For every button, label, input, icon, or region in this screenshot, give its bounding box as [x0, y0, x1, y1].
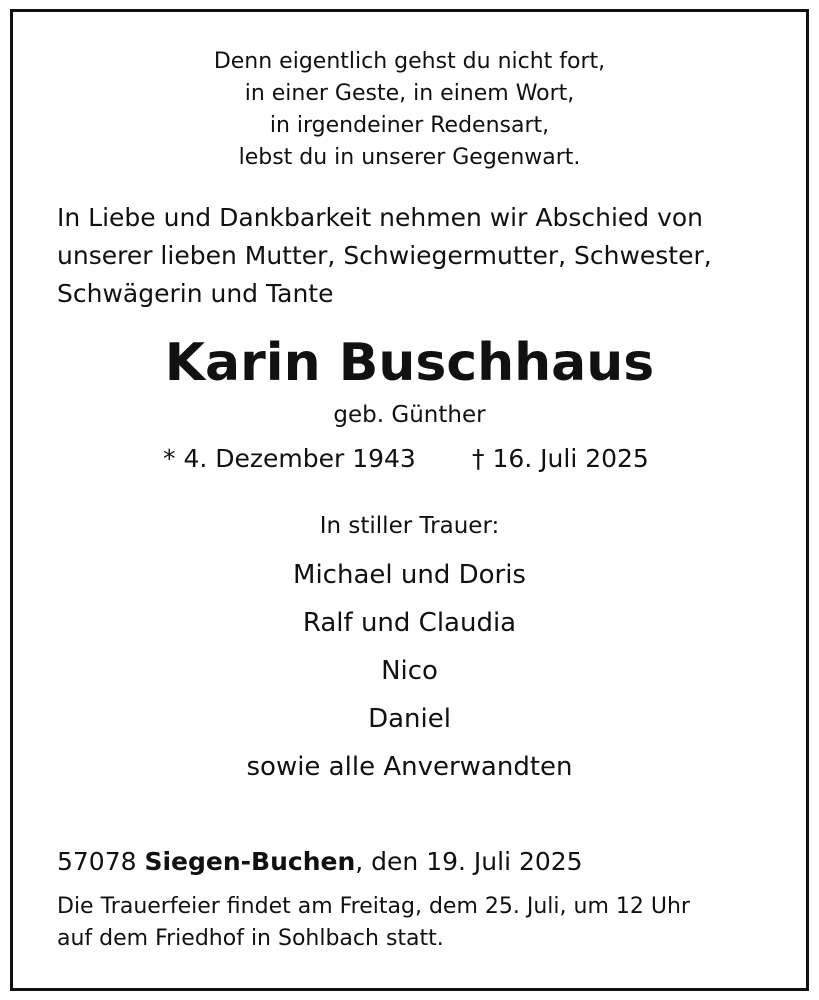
- ceremony-line-2: auf dem Friedhof in Sohlbach statt.: [57, 926, 444, 951]
- poem-stanza: [0, 46, 819, 174]
- city-name: Siegen-Buchen: [144, 847, 356, 876]
- intro-line-2: unserer lieben Mutter, Schwiegermutter, Schwester,: [57, 241, 712, 270]
- mourner-5: sowie alle Anverwandten: [246, 752, 573, 782]
- farewell-intro: [57, 199, 712, 313]
- death-date: † 16. Juli 2025: [472, 444, 649, 473]
- poem-line-3: in irgendeiner Redensart,: [269, 113, 550, 138]
- place-date-line: [57, 846, 583, 878]
- mourner-1: Michael und Doris: [293, 560, 526, 590]
- notice-date: , den 19. Juli 2025: [355, 847, 583, 876]
- mourner-2: Ralf und Claudia: [302, 608, 517, 638]
- poem-line-1: Denn eigentlich gehst du nicht fort,: [213, 49, 606, 74]
- mourning-heading: In stiller Trauer:: [319, 513, 500, 539]
- mourner-3: Nico: [381, 656, 438, 686]
- deceased-name: Karin Buschhaus: [164, 333, 655, 393]
- poem-line-2: in einer Geste, in einem Wort,: [244, 81, 575, 106]
- intro-line-3: Schwägerin und Tante: [57, 279, 334, 308]
- mourners-list: [0, 551, 819, 791]
- poem-line-4: lebst du in unserer Gegenwart.: [238, 145, 581, 170]
- postal-code: 57078: [57, 847, 137, 876]
- mourner-4: Daniel: [368, 704, 451, 734]
- intro-line-1: In Liebe und Dankbarkeit nehmen wir Abschied von: [57, 203, 704, 232]
- birth-date: * 4. Dezember 1943: [163, 444, 416, 473]
- ceremony-line-1: Die Trauerfeier findet am Freitag, dem 25. Juli, um 12 Uhr: [57, 894, 690, 919]
- ceremony-info: [57, 891, 690, 955]
- maiden-name: geb. Günther: [333, 402, 486, 428]
